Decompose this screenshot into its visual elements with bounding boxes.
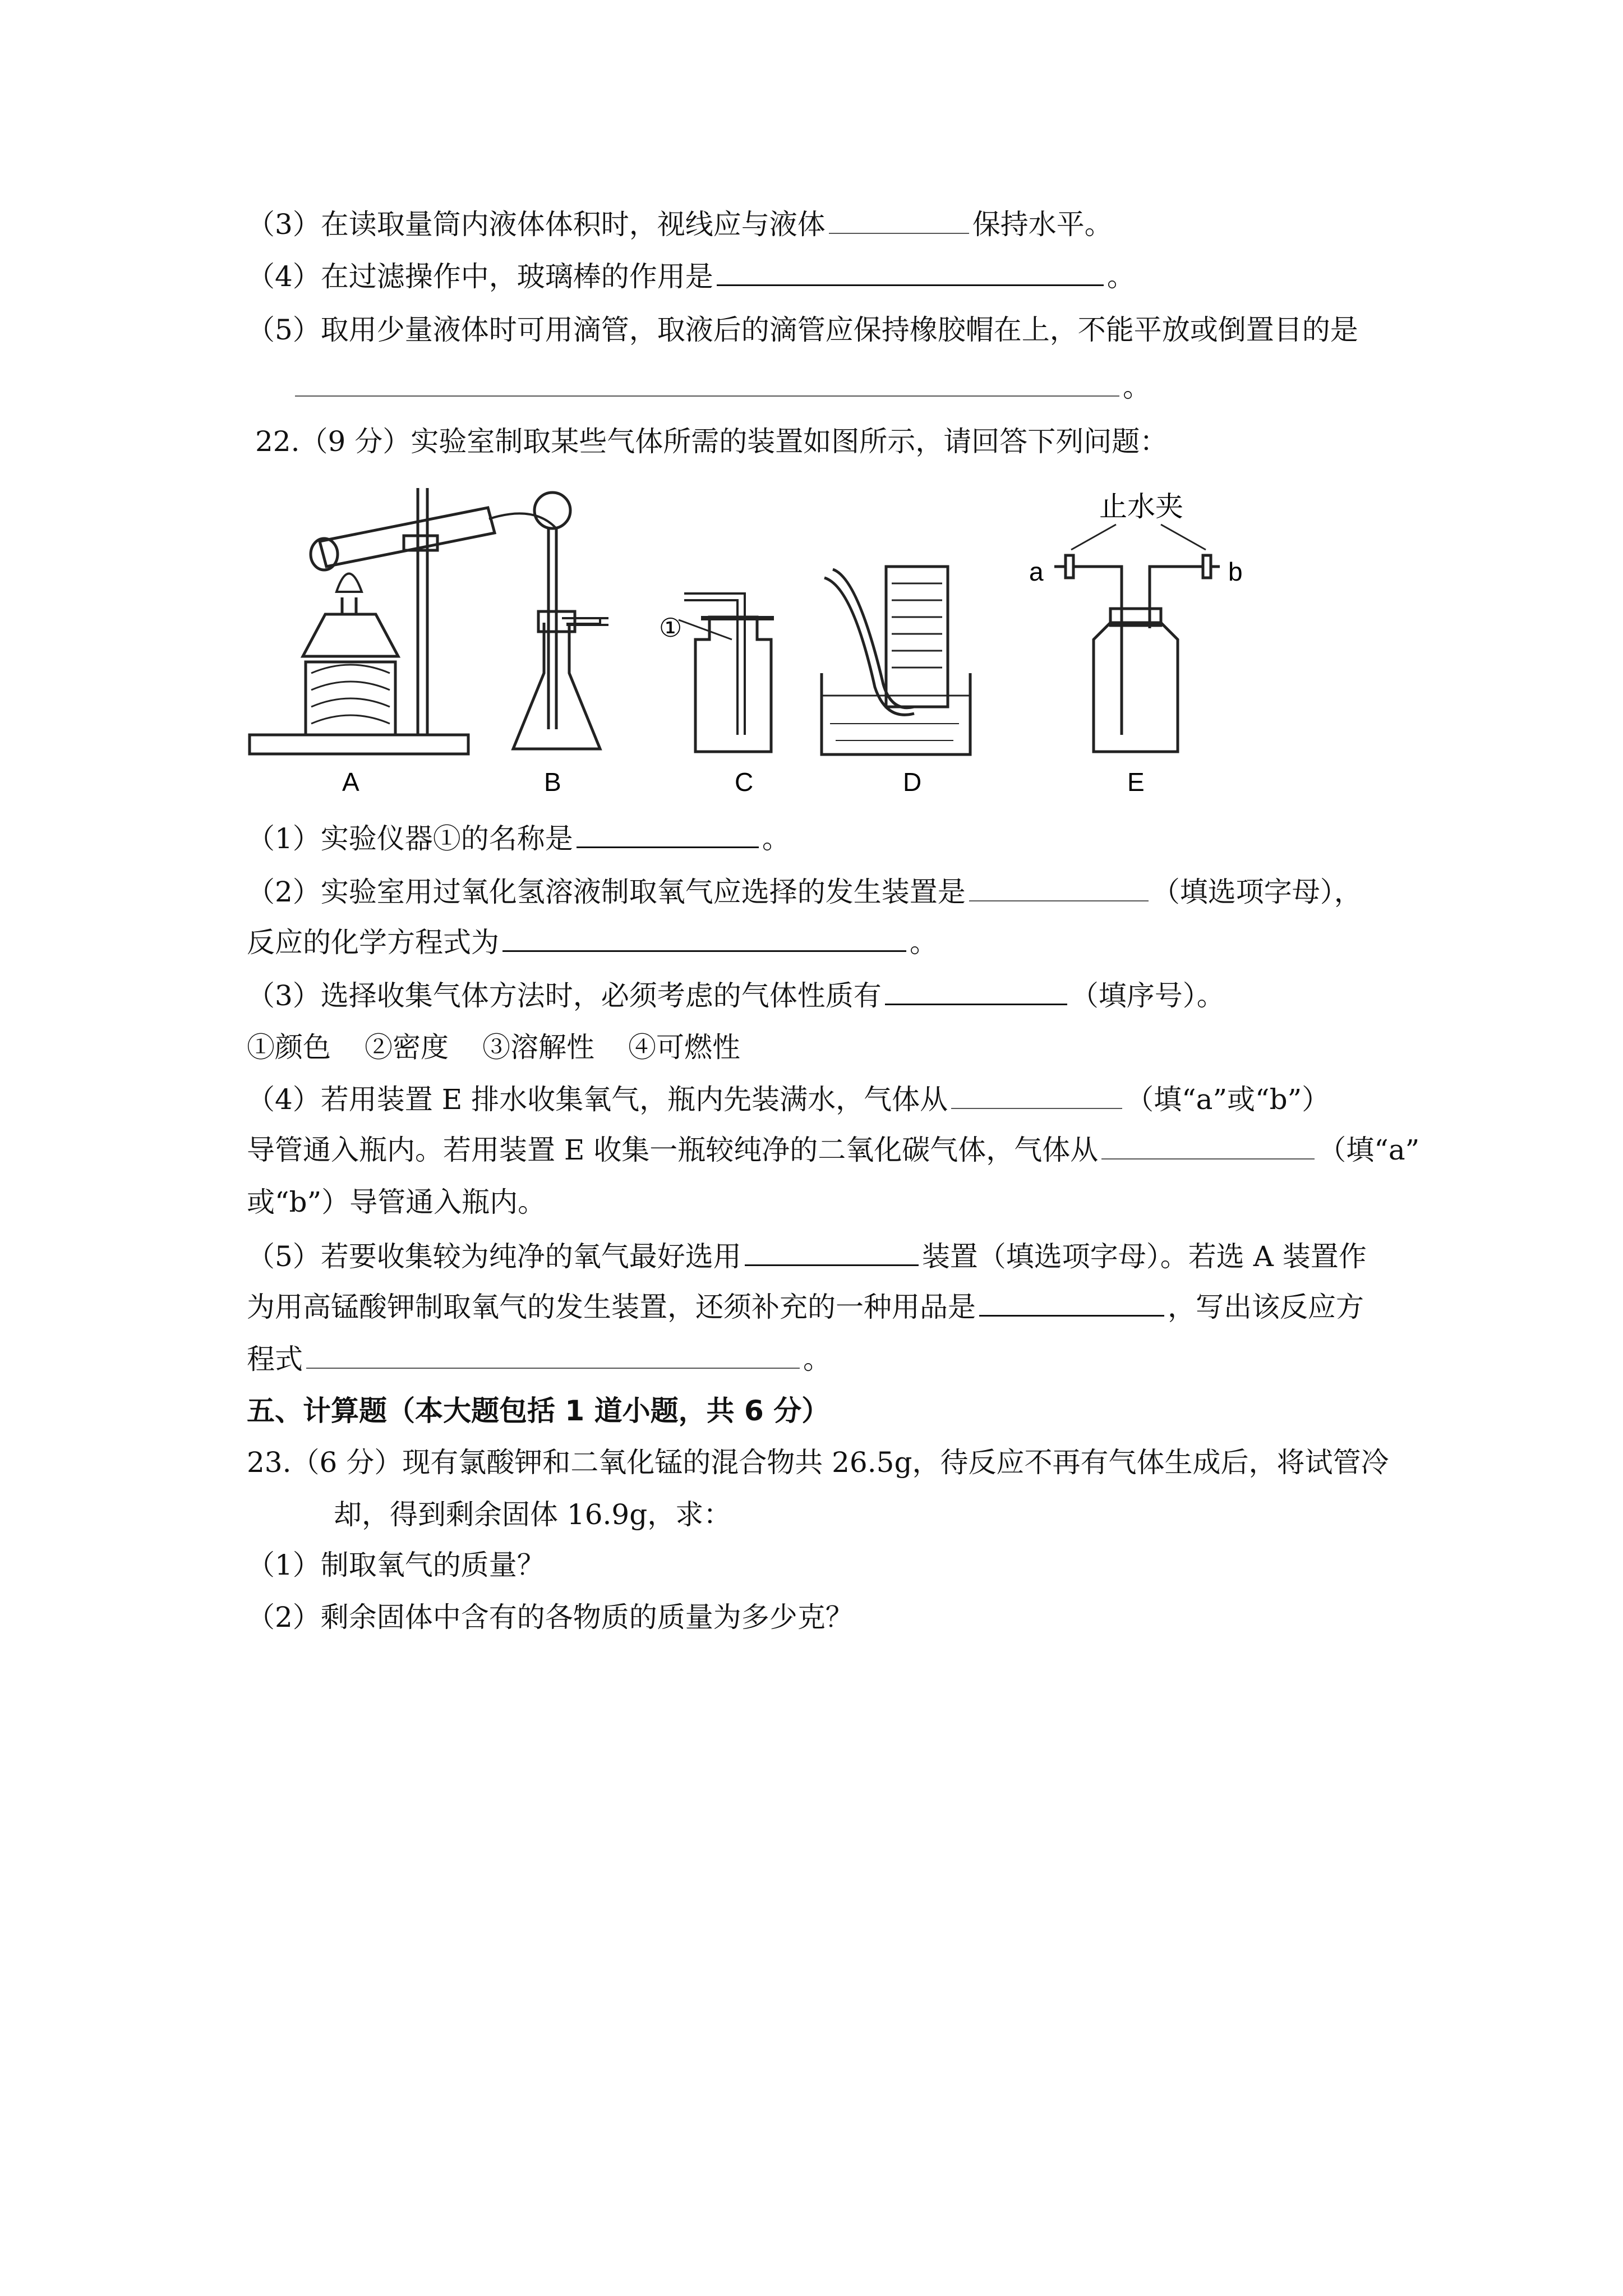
q22-title: 22.（9 分）实验室制取某些气体所需的装置如图所示，请回答下列问题： xyxy=(255,425,1168,458)
apparatus-c xyxy=(679,593,774,752)
q23-line1: 23.（6 分）现有氯酸钾和二氧化锰的混合物共 26.5g，待反应不再有气体生成后，将试管冷 xyxy=(247,1446,1389,1479)
q22-part3: （3）选择收集气体方法时，必须考虑的气体性质有 （填序号）。 xyxy=(247,979,1225,1012)
q21-part3: （3）在读取量筒内液体体积时，视线应与液体 保持水平。 xyxy=(247,208,1113,241)
option-flammability: ④可燃性 xyxy=(628,1031,740,1064)
q22-part5a: （5）若要收集较为纯净的氧气最好选用 装置（填选项字母）。若选 A 装置作 xyxy=(247,1240,1367,1273)
q22-part5-blank-device[interactable] xyxy=(745,1240,919,1266)
q21-part5-blank[interactable] xyxy=(295,371,1119,397)
q23-line2: 却，得到剩余固体 16.9g，求： xyxy=(334,1498,732,1531)
label-c: C xyxy=(735,767,754,797)
q22-part3-blank[interactable] xyxy=(885,979,1067,1005)
q21-part4-blank[interactable] xyxy=(717,260,1104,286)
instrument-marker: ① xyxy=(659,613,683,642)
q22-part2b: 反应的化学方程式为 。 xyxy=(247,926,938,959)
q23-part2: （2）剩余固体中含有的各物质的质量为多少克？ xyxy=(247,1601,854,1634)
q22-part4c: 或“b”）导管通入瓶内。 xyxy=(247,1186,546,1218)
q22-part5b: 为用高锰酸钾制取氧气的发生装置，还须补充的一种用品是 ，写出该反应方 xyxy=(247,1291,1364,1323)
q21-part3-blank[interactable] xyxy=(829,208,969,234)
label-a: A xyxy=(342,767,359,797)
section5-title: 五、计算题（本大题包括 1 道小题，共 6 分） xyxy=(247,1395,830,1427)
clamp-label: 止水夹 xyxy=(1099,491,1183,522)
q22-part2-blank-equation[interactable] xyxy=(502,926,906,952)
q22-part4a: （4）若用装置 E 排水收集氧气，瓶内先装满水，气体从 （填“a”或“b”） xyxy=(247,1083,1330,1116)
q22-part1-blank[interactable] xyxy=(577,822,759,848)
port-b-label: b xyxy=(1228,557,1243,586)
option-solubility: ③溶解性 xyxy=(482,1031,594,1064)
apparatus-a xyxy=(250,488,555,754)
option-density: ②密度 xyxy=(365,1031,449,1064)
q22-part5-blank-item[interactable] xyxy=(979,1290,1164,1317)
q23-part1: （1）制取氧气的质量？ xyxy=(247,1549,545,1581)
q22-part4-blank-water[interactable] xyxy=(951,1083,1122,1109)
port-a-label: a xyxy=(1029,557,1044,586)
label-d: D xyxy=(903,767,922,797)
q22-part4b: 导管通入瓶内。若用装置 E 收集一瓶较纯净的二氧化碳气体，气体从 （填“a” xyxy=(247,1134,1420,1166)
q21-part5-answer: 。 xyxy=(292,367,1151,407)
q21-part5: （5）取用少量液体时可用滴管，取液后的滴管应保持橡胶帽在上，不能平放或倒置目的是 xyxy=(247,314,1358,346)
q21-part4: （4）在过滤操作中，玻璃棒的作用是 。 xyxy=(247,260,1135,293)
q22-part4-blank-co2[interactable] xyxy=(1101,1134,1315,1159)
option-color: ①颜色 xyxy=(247,1031,331,1064)
apparatus-d xyxy=(822,567,970,754)
q22-options xyxy=(247,1028,740,1067)
apparatus-e xyxy=(1054,524,1220,752)
q22-part5-blank-equation[interactable] xyxy=(306,1343,800,1369)
apparatus-b xyxy=(513,493,608,749)
apparatus-figure xyxy=(241,471,1441,819)
q22-part2-blank-device[interactable] xyxy=(969,876,1149,901)
label-e: E xyxy=(1127,767,1145,797)
label-b: B xyxy=(544,767,561,797)
q22-part1: （1）实验仪器①的名称是 。 xyxy=(247,822,790,855)
q22-part5c: 程式 。 xyxy=(247,1343,831,1375)
q22-part2a: （2）实验室用过氧化氢溶液制取氧气应选择的发生装置是 （填选项字母）， xyxy=(247,876,1362,908)
